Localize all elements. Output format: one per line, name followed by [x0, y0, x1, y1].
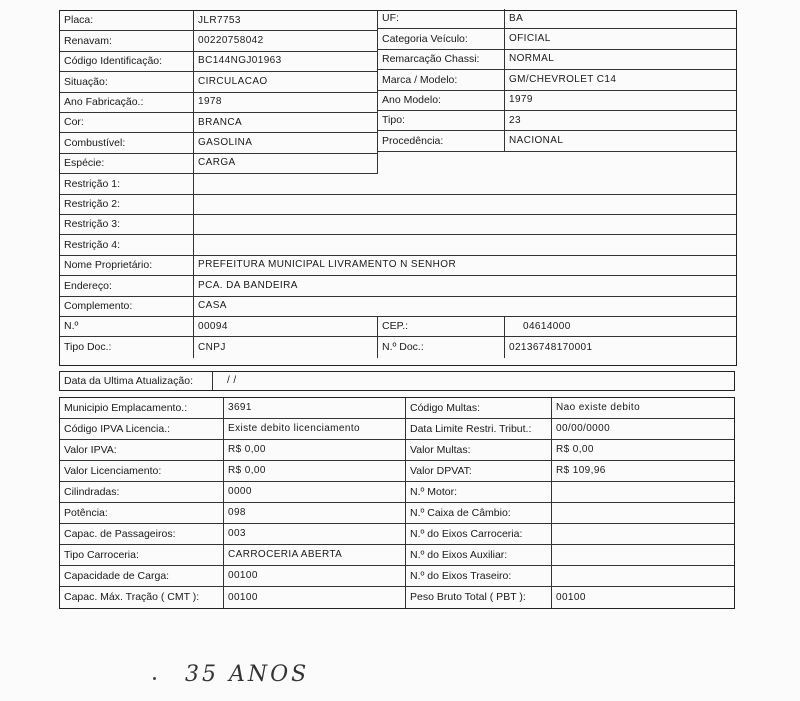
field-label: N.º do Eixos Traseiro:	[406, 566, 552, 587]
field-label: Capacidade de Carga:	[60, 566, 224, 587]
field-value: GASOLINA	[194, 133, 378, 153]
restriction-label: Restrição 2:	[60, 195, 194, 215]
cep-label: CEP.:	[378, 317, 505, 337]
field-value: NACIONAL	[505, 131, 736, 151]
field-value: R$ 109,96	[552, 461, 734, 482]
field-label: Placa:	[60, 11, 194, 31]
field-label: Espécie:	[60, 154, 194, 174]
owner-value: PCA. DA BANDEIRA	[194, 276, 736, 296]
field-value: BRANCA	[194, 113, 378, 133]
field-label: Combustível:	[60, 133, 194, 153]
field-label: Capac. de Passageiros:	[60, 524, 224, 545]
field-label: Cor:	[60, 113, 194, 133]
cep-value: 04614000	[505, 317, 736, 337]
field-value: R$ 0,00	[224, 461, 406, 482]
field-value: 00/00/0000	[552, 419, 734, 440]
field-label: Ano Modelo:	[378, 91, 505, 111]
field-label: UF:	[378, 9, 505, 29]
field-value	[552, 503, 734, 524]
field-value: R$ 0,00	[224, 440, 406, 461]
field-value: 003	[224, 524, 406, 545]
field-value: NORMAL	[505, 50, 736, 70]
number-label: N.º	[60, 317, 194, 337]
field-label: Código Multas:	[406, 398, 552, 419]
field-value	[552, 566, 734, 587]
field-value: 3691	[224, 398, 406, 419]
owner-label: Nome Proprietário:	[60, 256, 194, 276]
field-value: 00220758042	[194, 31, 378, 51]
field-label: Valor Multas:	[406, 440, 552, 461]
handwritten-dot	[153, 677, 156, 680]
field-value: 00100	[224, 587, 406, 608]
field-value: 1978	[194, 93, 378, 113]
field-label: Tipo:	[378, 111, 505, 131]
restriction-value	[194, 174, 736, 194]
field-value: CARROCERIA ABERTA	[224, 545, 406, 566]
number-value: 00094	[194, 317, 378, 337]
restriction-label: Restrição 3:	[60, 215, 194, 235]
handwritten-note: 35 ANOS	[185, 662, 310, 687]
field-value: 00100	[556, 591, 586, 603]
restriction-value	[194, 235, 736, 255]
field-value: GM/CHEVROLET C14	[505, 70, 736, 90]
doc-type-label: Tipo Doc.:	[60, 337, 194, 357]
field-value: JLR7753	[194, 11, 378, 31]
field-value: CARGA	[194, 154, 378, 174]
field-label: Remarcação Chassi:	[378, 50, 505, 70]
field-label: Valor IPVA:	[60, 440, 224, 461]
field-label: Peso Bruto Total ( PBT ):	[406, 587, 552, 608]
last-update-label: Data da Ultima Atualização:	[60, 372, 213, 390]
field-value: R$ 0,00	[552, 440, 734, 461]
restriction-value	[194, 195, 736, 215]
field-value: 0000	[224, 482, 406, 503]
field-label: Municipio Emplacamento.:	[60, 398, 224, 419]
owner-value: PREFEITURA MUNICIPAL LIVRAMENTO N SENHOR	[194, 256, 736, 276]
field-value: CIRCULACAO	[194, 72, 378, 92]
field-value: BC144NGJ01963	[194, 52, 378, 72]
field-value: Existe debito licenciamento	[224, 419, 406, 440]
doc-type-value: CNPJ	[194, 337, 378, 357]
field-value: Nao existe debito	[552, 398, 734, 419]
field-label: Capac. Máx. Tração ( CMT ):	[60, 587, 224, 608]
field-label: Marca / Modelo:	[378, 70, 505, 90]
owner-label: Endereço:	[60, 276, 194, 296]
field-value: OFICIAL	[505, 29, 736, 49]
field-value	[552, 524, 734, 545]
field-label: Tipo Carroceria:	[60, 545, 224, 566]
doc-number-value: 02136748170001	[509, 341, 593, 353]
field-label: N.º Caixa de Câmbio:	[406, 503, 552, 524]
field-label: Procedência:	[378, 131, 505, 151]
field-value	[552, 545, 734, 566]
owner-value: CASA	[194, 297, 736, 317]
field-value	[552, 482, 734, 503]
field-label: Renavam:	[60, 31, 194, 51]
field-label: N.º Motor:	[406, 482, 552, 503]
field-label: Código Identificação:	[60, 52, 194, 72]
field-value: 1979	[505, 91, 736, 111]
last-update-section	[59, 371, 735, 391]
doc-number-label: N.º Doc.:	[378, 337, 505, 357]
field-label: Ano Fabricação.:	[60, 93, 194, 113]
field-label: Cilindradas:	[60, 482, 224, 503]
field-value: 098	[224, 503, 406, 524]
field-label: Valor DPVAT:	[406, 461, 552, 482]
restriction-label: Restrição 4:	[60, 235, 194, 255]
field-label: Valor Licenciamento:	[60, 461, 224, 482]
field-label: N.º do Eixos Carroceria:	[406, 524, 552, 545]
field-label: Situação:	[60, 72, 194, 92]
restriction-value	[194, 215, 736, 235]
field-value: BA	[505, 9, 736, 29]
field-label: Categoria Veículo:	[378, 29, 505, 49]
field-value: 23	[505, 111, 736, 131]
owner-label: Complemento:	[60, 297, 194, 317]
restriction-label: Restrição 1:	[60, 174, 194, 194]
last-update-value: / /	[227, 375, 237, 386]
field-label: Data Limite Restri. Tribut.:	[406, 419, 552, 440]
field-label: Código IPVA Licencia.:	[60, 419, 224, 440]
field-label: N.º do Eixos Auxiliar:	[406, 545, 552, 566]
field-value: 00100	[224, 566, 406, 587]
field-label: Potência:	[60, 503, 224, 524]
